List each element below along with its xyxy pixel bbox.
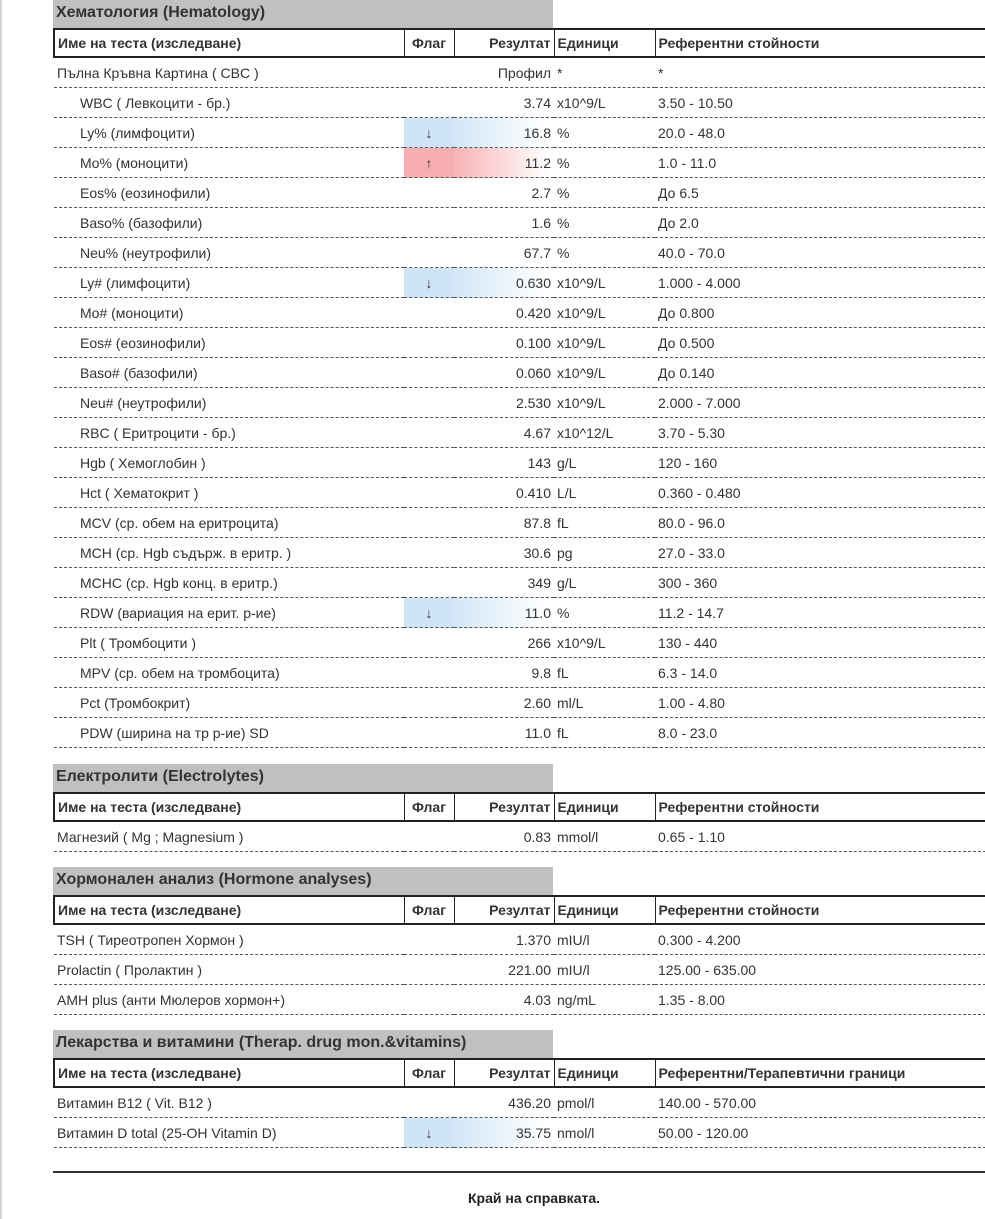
result-value: 4.03 xyxy=(454,985,554,1015)
table-row xyxy=(54,508,985,538)
result-value: 9.8 xyxy=(454,658,554,688)
reference-range: 1.35 - 8.00 xyxy=(655,985,985,1015)
section-title: Електролити (Electrolytes) xyxy=(53,764,553,792)
units: % xyxy=(554,118,655,148)
result-value: 4.67 xyxy=(454,418,554,448)
flag-cell xyxy=(404,418,454,448)
col-ref-header: Референтни стойности xyxy=(655,896,985,924)
reference-range: 3.50 - 10.50 xyxy=(655,88,985,118)
col-result-header: Резултат xyxy=(454,793,554,821)
units: pmol/l xyxy=(554,1087,655,1118)
test-name: Пълна Кръвна Картина ( CBC ) xyxy=(54,57,404,88)
flag-low-arrow-icon: ↓ xyxy=(404,118,454,148)
units: * xyxy=(554,57,655,88)
table-row xyxy=(54,955,985,985)
table-row xyxy=(54,358,985,388)
section-title: Хормонален анализ (Hormone analyses) xyxy=(53,867,553,895)
units: pg xyxy=(554,538,655,568)
flag-cell xyxy=(404,298,454,328)
lab-report xyxy=(53,0,985,1148)
units: x10^9/L xyxy=(554,388,655,418)
table-row xyxy=(54,208,985,238)
table-row xyxy=(54,118,985,148)
flag-cell xyxy=(404,628,454,658)
flag-cell xyxy=(404,538,454,568)
results-table xyxy=(53,28,985,748)
flag-cell xyxy=(404,328,454,358)
result-value: 30.6 xyxy=(454,538,554,568)
table-row xyxy=(54,478,985,508)
reference-range: 0.65 - 1.10 xyxy=(655,821,985,852)
test-name: Витамин D total (25-OH Vitamin D) xyxy=(54,1118,404,1148)
result-value: 2.7 xyxy=(454,178,554,208)
reference-range: 1.00 - 4.80 xyxy=(655,688,985,718)
test-name: MPV (ср. обем на тромбоцита) xyxy=(54,658,404,688)
col-ref-header: Референтни/Терапевтични граници xyxy=(655,1059,985,1087)
units: mIU/l xyxy=(554,955,655,985)
units: g/L xyxy=(554,568,655,598)
units: ml/L xyxy=(554,688,655,718)
col-units-header: Единици xyxy=(554,793,655,821)
col-units-header: Единици xyxy=(554,896,655,924)
units: x10^9/L xyxy=(554,328,655,358)
units: fL xyxy=(554,508,655,538)
reference-range: До 6.5 xyxy=(655,178,985,208)
table-row xyxy=(54,298,985,328)
reference-range: 2.000 - 7.000 xyxy=(655,388,985,418)
section-hormones xyxy=(53,867,985,1015)
table-row xyxy=(54,658,985,688)
flag-cell xyxy=(404,1087,454,1118)
col-units-header: Единици xyxy=(554,29,655,57)
result-value: 0.410 xyxy=(454,478,554,508)
flag-cell xyxy=(404,985,454,1015)
flag-cell xyxy=(404,57,454,88)
end-divider xyxy=(53,1171,985,1173)
flag-cell xyxy=(404,448,454,478)
test-name: RDW (вариация на ерит. р-ие) xyxy=(54,598,404,628)
result-value: 11.0 xyxy=(454,718,554,748)
section-hematology xyxy=(53,0,985,748)
result-value: 0.630 xyxy=(454,268,554,298)
table-row xyxy=(54,718,985,748)
result-value: 11.0 xyxy=(454,598,554,628)
reference-range: 140.00 - 570.00 xyxy=(655,1087,985,1118)
reference-range: 1.0 - 11.0 xyxy=(655,148,985,178)
table-row xyxy=(54,448,985,478)
result-value: 0.420 xyxy=(454,298,554,328)
units: fL xyxy=(554,718,655,748)
test-name: Prolactin ( Пролактин ) xyxy=(54,955,404,985)
flag-cell xyxy=(404,478,454,508)
reference-range: 300 - 360 xyxy=(655,568,985,598)
section-electrolytes xyxy=(53,764,985,852)
units: % xyxy=(554,598,655,628)
page-left-edge xyxy=(0,0,2,1219)
test-name: Ly# (лимфоцити) xyxy=(54,268,404,298)
units: fL xyxy=(554,658,655,688)
col-ref-header: Референтни стойности xyxy=(655,793,985,821)
reference-range: 50.00 - 120.00 xyxy=(655,1118,985,1148)
table-row xyxy=(54,148,985,178)
table-row xyxy=(54,57,985,88)
result-value: 87.8 xyxy=(454,508,554,538)
units: x10^9/L xyxy=(554,628,655,658)
table-row xyxy=(54,538,985,568)
section-vitamins xyxy=(53,1030,985,1148)
result-value: 221.00 xyxy=(454,955,554,985)
test-name: WBC ( Левкоцити - бр.) xyxy=(54,88,404,118)
table-row xyxy=(54,1118,985,1148)
test-name: PDW (ширина на тр р-ие) SD xyxy=(54,718,404,748)
flag-low-arrow-icon: ↓ xyxy=(404,1118,454,1148)
col-name-header: Име на теста (изследване) xyxy=(54,29,404,57)
table-row xyxy=(54,1087,985,1118)
reference-range: 120 - 160 xyxy=(655,448,985,478)
reference-range: До 0.500 xyxy=(655,328,985,358)
flag-cell xyxy=(404,718,454,748)
flag-cell xyxy=(404,208,454,238)
flag-cell xyxy=(404,568,454,598)
flag-cell xyxy=(404,508,454,538)
results-table xyxy=(53,792,985,852)
units: % xyxy=(554,238,655,268)
reference-range: 8.0 - 23.0 xyxy=(655,718,985,748)
electrolytes-rows xyxy=(54,821,985,852)
table-header xyxy=(54,896,985,924)
units: mIU/l xyxy=(554,924,655,955)
test-name: TSH ( Тиреотропен Хормон ) xyxy=(54,924,404,955)
table-row xyxy=(54,88,985,118)
flag-high-arrow-icon: ↑ xyxy=(404,148,454,178)
result-value: 1.6 xyxy=(454,208,554,238)
col-result-header: Резултат xyxy=(454,29,554,57)
reference-range: До 0.140 xyxy=(655,358,985,388)
reference-range: 11.2 - 14.7 xyxy=(655,598,985,628)
units: % xyxy=(554,178,655,208)
flag-cell xyxy=(404,358,454,388)
result-value: 436.20 xyxy=(454,1087,554,1118)
units: L/L xyxy=(554,478,655,508)
reference-range: До 0.800 xyxy=(655,298,985,328)
result-value: 1.370 xyxy=(454,924,554,955)
test-name: Mo# (моноцити) xyxy=(54,298,404,328)
table-row xyxy=(54,388,985,418)
result-value: 2.530 xyxy=(454,388,554,418)
reference-range: 40.0 - 70.0 xyxy=(655,238,985,268)
reference-range: * xyxy=(655,57,985,88)
test-name: Baso% (базофили) xyxy=(54,208,404,238)
flag-cell xyxy=(404,821,454,852)
table-row xyxy=(54,985,985,1015)
units: % xyxy=(554,208,655,238)
col-flag-header: Флаг xyxy=(404,793,454,821)
flag-cell xyxy=(404,688,454,718)
result-value: 11.2 xyxy=(454,148,554,178)
col-name-header: Име на теста (изследване) xyxy=(54,793,404,821)
test-name: Hgb ( Хемоглобин ) xyxy=(54,448,404,478)
test-name: RBC ( Еритроцити - бр.) xyxy=(54,418,404,448)
section-title: Лекарства и витамини (Therap. drug mon.&vitamins) xyxy=(53,1030,553,1058)
table-row xyxy=(54,924,985,955)
test-name: Eos# (еозинофили) xyxy=(54,328,404,358)
result-value: 67.7 xyxy=(454,238,554,268)
col-ref-header: Референтни стойности xyxy=(655,29,985,57)
reference-range: 125.00 - 635.00 xyxy=(655,955,985,985)
flag-cell xyxy=(404,955,454,985)
results-table xyxy=(53,1058,985,1148)
result-value: 143 xyxy=(454,448,554,478)
flag-cell xyxy=(404,178,454,208)
table-row xyxy=(54,598,985,628)
flag-cell xyxy=(404,238,454,268)
test-name: MCH (ср. Hgb съдърж. в еритр. ) xyxy=(54,538,404,568)
test-name: Mo% (моноцити) xyxy=(54,148,404,178)
col-name-header: Име на теста (изследване) xyxy=(54,896,404,924)
test-name: Eos% (еозинофили) xyxy=(54,178,404,208)
flag-low-arrow-icon: ↓ xyxy=(404,598,454,628)
flag-cell xyxy=(404,388,454,418)
col-name-header: Име на теста (изследване) xyxy=(54,1059,404,1087)
result-value: 266 xyxy=(454,628,554,658)
end-of-report: Край на справката. xyxy=(467,1190,601,1206)
col-flag-header: Флаг xyxy=(404,29,454,57)
col-result-header: Резултат xyxy=(454,896,554,924)
table-row xyxy=(54,628,985,658)
hormones-rows xyxy=(54,924,985,1015)
result-value: 0.100 xyxy=(454,328,554,358)
table-row xyxy=(54,418,985,448)
units: ng/mL xyxy=(554,985,655,1015)
table-row xyxy=(54,178,985,208)
units: x10^9/L xyxy=(554,88,655,118)
test-name: Neu% (неутрофили) xyxy=(54,238,404,268)
table-row xyxy=(54,688,985,718)
test-name: Plt ( Тромбоцити ) xyxy=(54,628,404,658)
reference-range: 0.300 - 4.200 xyxy=(655,924,985,955)
result-value: Профил xyxy=(454,57,554,88)
result-value: 3.74 xyxy=(454,88,554,118)
reference-range: 1.000 - 4.000 xyxy=(655,268,985,298)
hematology-rows xyxy=(54,57,985,748)
vitamins-rows xyxy=(54,1087,985,1148)
result-value: 35.75 xyxy=(454,1118,554,1148)
table-header xyxy=(54,1059,985,1087)
test-name: Магнезий ( Mg ; Magnesium ) xyxy=(54,821,404,852)
col-flag-header: Флаг xyxy=(404,1059,454,1087)
reference-range: 130 - 440 xyxy=(655,628,985,658)
test-name: Baso# (базофили) xyxy=(54,358,404,388)
col-flag-header: Флаг xyxy=(404,896,454,924)
result-value: 0.060 xyxy=(454,358,554,388)
results-table xyxy=(53,895,985,1015)
table-row xyxy=(54,268,985,298)
test-name: AMH plus (анти Мюлеров хормон+) xyxy=(54,985,404,1015)
result-value: 349 xyxy=(454,568,554,598)
table-row xyxy=(54,238,985,268)
table-row xyxy=(54,821,985,852)
reference-range: До 2.0 xyxy=(655,208,985,238)
test-name: MCHC (ср. Hgb конц. в еритр.) xyxy=(54,568,404,598)
test-name: Витамин B12 ( Vit. B12 ) xyxy=(54,1087,404,1118)
col-units-header: Единици xyxy=(554,1059,655,1087)
table-row xyxy=(54,568,985,598)
flag-low-arrow-icon: ↓ xyxy=(404,268,454,298)
test-name: Hct ( Хематокрит ) xyxy=(54,478,404,508)
units: x10^9/L xyxy=(554,358,655,388)
reference-range: 20.0 - 48.0 xyxy=(655,118,985,148)
units: g/L xyxy=(554,448,655,478)
units: x10^9/L xyxy=(554,298,655,328)
reference-range: 27.0 - 33.0 xyxy=(655,538,985,568)
reference-range: 0.360 - 0.480 xyxy=(655,478,985,508)
test-name: Ly% (лимфоцити) xyxy=(54,118,404,148)
test-name: Neu# (неутрофили) xyxy=(54,388,404,418)
result-value: 2.60 xyxy=(454,688,554,718)
table-header xyxy=(54,793,985,821)
units: x10^9/L xyxy=(554,268,655,298)
col-result-header: Резултат xyxy=(454,1059,554,1087)
units: mmol/l xyxy=(554,821,655,852)
units: nmol/l xyxy=(554,1118,655,1148)
flag-cell xyxy=(404,88,454,118)
result-value: 16.8 xyxy=(454,118,554,148)
flag-cell xyxy=(404,658,454,688)
flag-cell xyxy=(404,924,454,955)
section-title: Хематология (Hematology) xyxy=(53,0,553,28)
reference-range: 80.0 - 96.0 xyxy=(655,508,985,538)
result-value: 0.83 xyxy=(454,821,554,852)
reference-range: 3.70 - 5.30 xyxy=(655,418,985,448)
table-header xyxy=(54,29,985,57)
units: x10^12/L xyxy=(554,418,655,448)
table-row xyxy=(54,328,985,358)
test-name: Pct (Тромбокрит) xyxy=(54,688,404,718)
units: % xyxy=(554,148,655,178)
reference-range: 6.3 - 14.0 xyxy=(655,658,985,688)
test-name: MCV (ср. обем на еритроцита) xyxy=(54,508,404,538)
